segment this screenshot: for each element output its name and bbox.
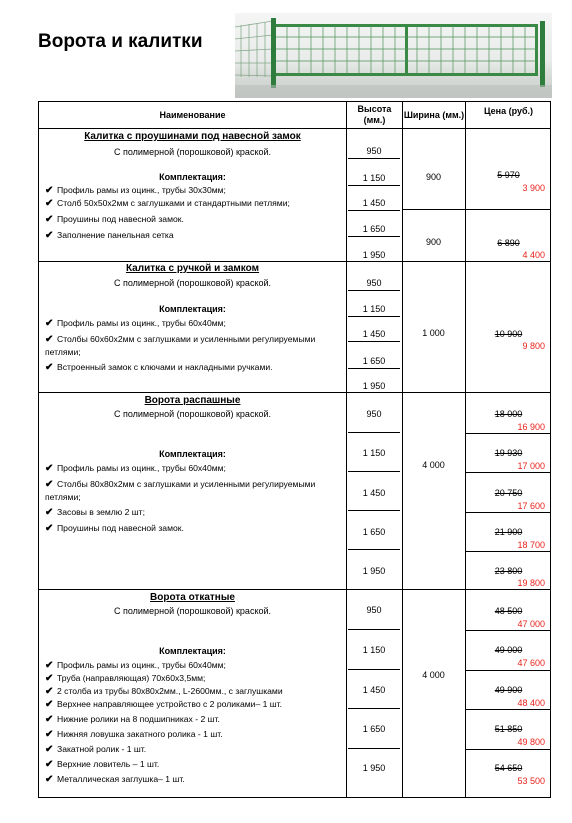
width-cell: 4 000 [422, 670, 445, 680]
height-cell: 1 450 [362, 329, 386, 339]
feature-item: ✔ Профиль рамы из оцинк., трубы 60х40мм; [45, 660, 226, 671]
check-icon: ✔ [45, 699, 54, 710]
kit-label: Комплектация: [159, 172, 226, 182]
new-price: 4 400 [522, 250, 545, 260]
feature-list [45, 317, 343, 374]
new-price: 47 000 [517, 619, 545, 629]
feature-item: ✔ Профиль рамы из оцинк., трубы 30х30мм; [45, 185, 226, 196]
old-price: 21 900 [494, 527, 523, 537]
check-icon: ✔ [45, 729, 54, 740]
new-price: 16 900 [517, 422, 545, 432]
width-cell: 900 [425, 172, 442, 182]
height-cell: 950 [366, 605, 382, 615]
feature-item: ✔ Столбы 60х60х2мм с заглушками и усиленными регулируемыми петлями; [45, 334, 316, 357]
check-icon: ✔ [45, 673, 54, 684]
new-price: 19 800 [517, 578, 545, 588]
new-price: 17 000 [517, 461, 545, 471]
check-icon: ✔ [45, 759, 54, 770]
feature-item: ✔ Профиль рамы из оцинк., трубы 60х40мм; [45, 463, 226, 474]
feature-item: ✔ Встроенный замок с ключами и накладными ручками. [45, 362, 273, 373]
check-icon: ✔ [45, 318, 54, 329]
new-price: 3 900 [522, 183, 545, 193]
feature-list [45, 659, 343, 788]
check-icon: ✔ [45, 714, 54, 725]
width-cell: 4 000 [422, 460, 445, 470]
feature-item: ✔ Столб 50х50х2мм с заглушками и стандартными петлями; [45, 198, 290, 209]
section-subtitle: С полимерной (порошковой) краской. [113, 278, 272, 288]
section-subtitle: С полимерной (порошковой) краской. [113, 147, 272, 157]
height-cell: 950 [366, 409, 382, 419]
feature-item: ✔ Нижние ролики на 8 подшипниках - 2 шт. [45, 714, 220, 725]
check-icon: ✔ [45, 230, 54, 241]
old-price: 48 500 [494, 606, 523, 616]
old-price: 49 000 [494, 645, 523, 655]
new-price: 48 400 [517, 698, 545, 708]
feature-item: ✔ Нижняя ловушка закатного ролика - 1 шт. [45, 729, 223, 740]
feature-item: ✔ Закатной ролик - 1 шт. [45, 744, 147, 755]
height-cell: 1 950 [362, 381, 386, 391]
height-cell: 1 450 [362, 685, 386, 695]
width-cell: 1 000 [422, 328, 445, 338]
old-price: 54 650 [494, 763, 523, 773]
check-icon: ✔ [45, 334, 54, 345]
header-height: Высота (мм.) [357, 104, 392, 125]
old-price: 23 800 [494, 566, 523, 576]
old-price: 18 000 [494, 409, 523, 419]
feature-item: ✔ Верхнее направляющее устройство с 2 роликами– 1 шт. [45, 699, 283, 710]
check-icon: ✔ [45, 523, 54, 534]
new-price: 9 800 [522, 341, 545, 351]
height-cell: 1 150 [362, 173, 386, 183]
header-price: Цена (руб.) [483, 106, 534, 116]
header-name: Наименование [159, 109, 226, 120]
feature-list [45, 184, 343, 242]
gate-photo [235, 13, 552, 98]
feature-item: ✔ Проушины под навесной замок. [45, 214, 184, 225]
header-width: Ширина (мм.) [403, 109, 465, 120]
check-icon: ✔ [45, 362, 54, 373]
height-cell: 1 650 [362, 356, 386, 366]
check-icon: ✔ [45, 686, 54, 697]
kit-label: Комплектация: [159, 304, 226, 314]
height-cell: 1 150 [362, 645, 386, 655]
check-icon: ✔ [45, 463, 54, 474]
section-title: Калитка с проушинами под навесной замок [84, 131, 301, 142]
old-price: 5 970 [497, 170, 520, 180]
page-title: Ворота и калитки [38, 31, 203, 52]
old-price: 49 900 [494, 685, 523, 695]
height-cell: 1 450 [362, 198, 386, 208]
new-price: 18 700 [517, 540, 545, 550]
height-cell: 1 950 [362, 566, 386, 576]
new-price: 17 600 [517, 501, 545, 511]
check-icon: ✔ [45, 744, 54, 755]
old-price: 10 900 [494, 329, 523, 339]
check-icon: ✔ [45, 660, 54, 671]
check-icon: ✔ [45, 185, 54, 196]
feature-item: ✔ Заполнение панельная сетка [45, 230, 174, 241]
section-subtitle: С полимерной (порошковой) краской. [113, 606, 272, 616]
height-cell: 1 650 [362, 527, 386, 537]
feature-item: ✔ Столбы 80х80х2мм с заглушками и усиленными регулируемыми петлями; [45, 479, 316, 502]
new-price: 49 800 [517, 737, 545, 747]
height-cell: 950 [366, 278, 382, 288]
old-price: 20 750 [494, 488, 523, 498]
feature-item: ✔ Верхние ловитель – 1 шт. [45, 759, 160, 770]
height-cell: 950 [366, 146, 382, 156]
height-cell: 1 650 [362, 724, 386, 734]
feature-item: ✔ Труба (направляющая) 70х60х3,5мм; [45, 673, 206, 684]
section-title: Ворота распашные [144, 395, 241, 406]
height-cell: 1 150 [362, 304, 386, 314]
old-price: 6 890 [497, 238, 520, 248]
feature-item: ✔ Профиль рамы из оцинк., трубы 60х40мм; [45, 318, 226, 329]
feature-item: ✔ 2 столба из трубы 80х80х2мм., L-2600мм., с заглушками [45, 686, 283, 697]
price-table [38, 101, 551, 798]
section-title: Калитка с ручкой и замком [125, 263, 260, 274]
new-price: 53 500 [517, 776, 545, 786]
check-icon: ✔ [45, 507, 54, 518]
check-icon: ✔ [45, 214, 54, 225]
height-cell: 1 150 [362, 448, 386, 458]
feature-list [45, 462, 343, 535]
check-icon: ✔ [45, 774, 54, 785]
height-cell: 1 950 [362, 763, 386, 773]
height-cell: 1 450 [362, 488, 386, 498]
check-icon: ✔ [45, 198, 54, 209]
new-price: 47 600 [517, 658, 545, 668]
feature-item: ✔ Проушины под навесной замок. [45, 523, 184, 534]
check-icon: ✔ [45, 479, 54, 490]
feature-item: ✔ Металлическая заглушка– 1 шт. [45, 774, 185, 785]
old-price: 51 850 [494, 724, 523, 734]
old-price: 19 930 [494, 448, 523, 458]
feature-item: ✔ Засовы в землю 2 шт; [45, 507, 145, 518]
kit-label: Комплектация: [159, 646, 226, 656]
kit-label: Комплектация: [159, 449, 226, 459]
width-cell: 900 [425, 237, 442, 247]
height-cell: 1 950 [362, 250, 386, 260]
section-title: Ворота откатные [150, 592, 235, 603]
section-subtitle: С полимерной (порошковой) краской. [113, 409, 272, 419]
height-cell: 1 650 [362, 224, 386, 234]
